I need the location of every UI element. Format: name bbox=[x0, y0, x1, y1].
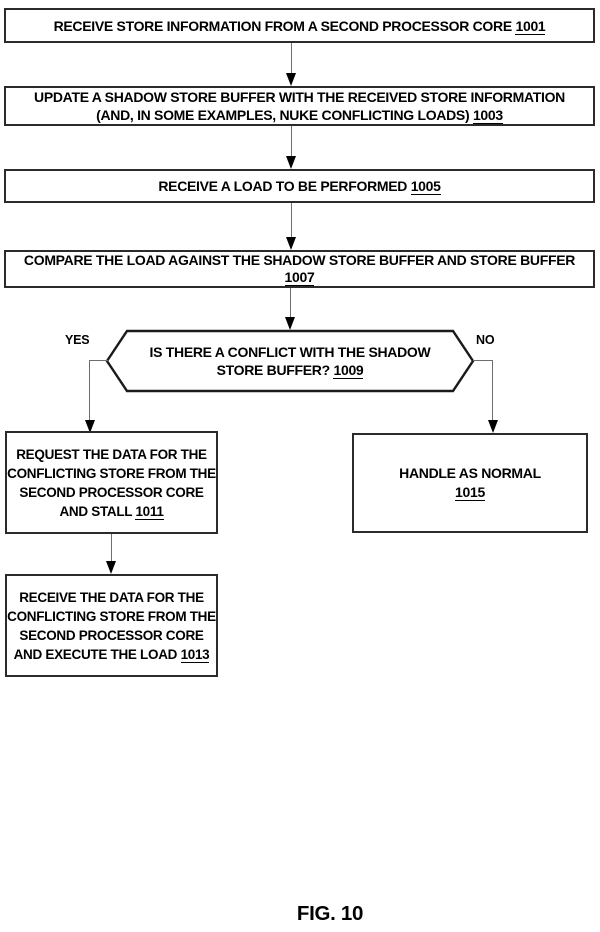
arrowhead-down-icon bbox=[286, 156, 296, 169]
connector-line-1007-1009 bbox=[290, 288, 291, 318]
step-box-1011 bbox=[5, 431, 218, 534]
step-text: SECOND PROCESSOR CORE bbox=[19, 484, 204, 500]
ref-numeral-1013: 1013 bbox=[180, 646, 210, 662]
connector-line-1001-1003 bbox=[291, 43, 292, 75]
no-branch-label: NO bbox=[476, 333, 495, 347]
ref-numeral-1015: 1015 bbox=[455, 484, 485, 500]
ref-numeral-1005: 1005 bbox=[410, 178, 441, 194]
step-box-1015 bbox=[352, 433, 588, 533]
step-text: UPDATE A SHADOW STORE BUFFER WITH THE RECEIVED STORE INFORMATION bbox=[34, 89, 565, 105]
ref-numeral-1007: 1007 bbox=[284, 269, 315, 285]
step-text: AND EXECUTE THE LOAD bbox=[13, 646, 178, 662]
step-text: (AND, IN SOME EXAMPLES, NUKE CONFLICTING LOADS) bbox=[96, 107, 470, 123]
connector-line-1005-1007 bbox=[291, 203, 292, 238]
step-text: REQUEST THE DATA FOR THE bbox=[16, 446, 207, 462]
step-box-1003 bbox=[4, 86, 595, 126]
step-text: AND STALL bbox=[59, 503, 132, 519]
yes-branch-label: YES bbox=[65, 333, 90, 347]
yes-branch-line bbox=[89, 360, 90, 421]
no-branch-elbow-line bbox=[473, 360, 493, 361]
step-box-1001 bbox=[4, 8, 595, 43]
ref-numeral-1001: 1001 bbox=[515, 17, 546, 34]
step-text: SECOND PROCESSOR CORE bbox=[19, 627, 204, 643]
figure-caption: FIG. 10 bbox=[296, 902, 364, 925]
arrowhead-down-icon bbox=[488, 420, 498, 433]
step-box-1007 bbox=[4, 250, 595, 288]
ref-numeral-1011: 1011 bbox=[135, 503, 164, 519]
step-text: CONFLICTING STORE FROM THE bbox=[7, 608, 216, 624]
step-text: IS THERE A CONFLICT WITH THE SHADOW bbox=[149, 344, 431, 360]
ref-numeral-1009: 1009 bbox=[333, 362, 364, 378]
step-text: CONFLICTING STORE FROM THE bbox=[7, 465, 216, 481]
step-text: HANDLE AS NORMAL bbox=[399, 465, 541, 481]
step-box-1005 bbox=[4, 169, 595, 203]
step-text: STORE BUFFER? bbox=[216, 362, 330, 378]
step-text: RECEIVE THE DATA FOR THE bbox=[19, 589, 204, 605]
connector-line-1003-1005 bbox=[291, 126, 292, 157]
connector-line-1011-1013 bbox=[111, 534, 112, 563]
ref-numeral-1003: 1003 bbox=[472, 107, 503, 123]
arrowhead-down-icon bbox=[286, 237, 296, 250]
step-text: COMPARE THE LOAD AGAINST THE SHADOW STORE BUFFER AND STORE BUFFER bbox=[23, 252, 576, 268]
yes-branch-elbow-line bbox=[89, 360, 108, 361]
arrowhead-down-icon bbox=[286, 73, 296, 86]
step-text: RECEIVE STORE INFORMATION FROM A SECOND PROCESSOR CORE bbox=[53, 17, 512, 34]
step-box-1013 bbox=[5, 574, 218, 677]
step-text: RECEIVE A LOAD TO BE PERFORMED bbox=[158, 178, 408, 194]
no-branch-line bbox=[492, 360, 493, 421]
arrowhead-down-icon bbox=[106, 561, 116, 574]
decision-text-1009 bbox=[105, 329, 475, 393]
